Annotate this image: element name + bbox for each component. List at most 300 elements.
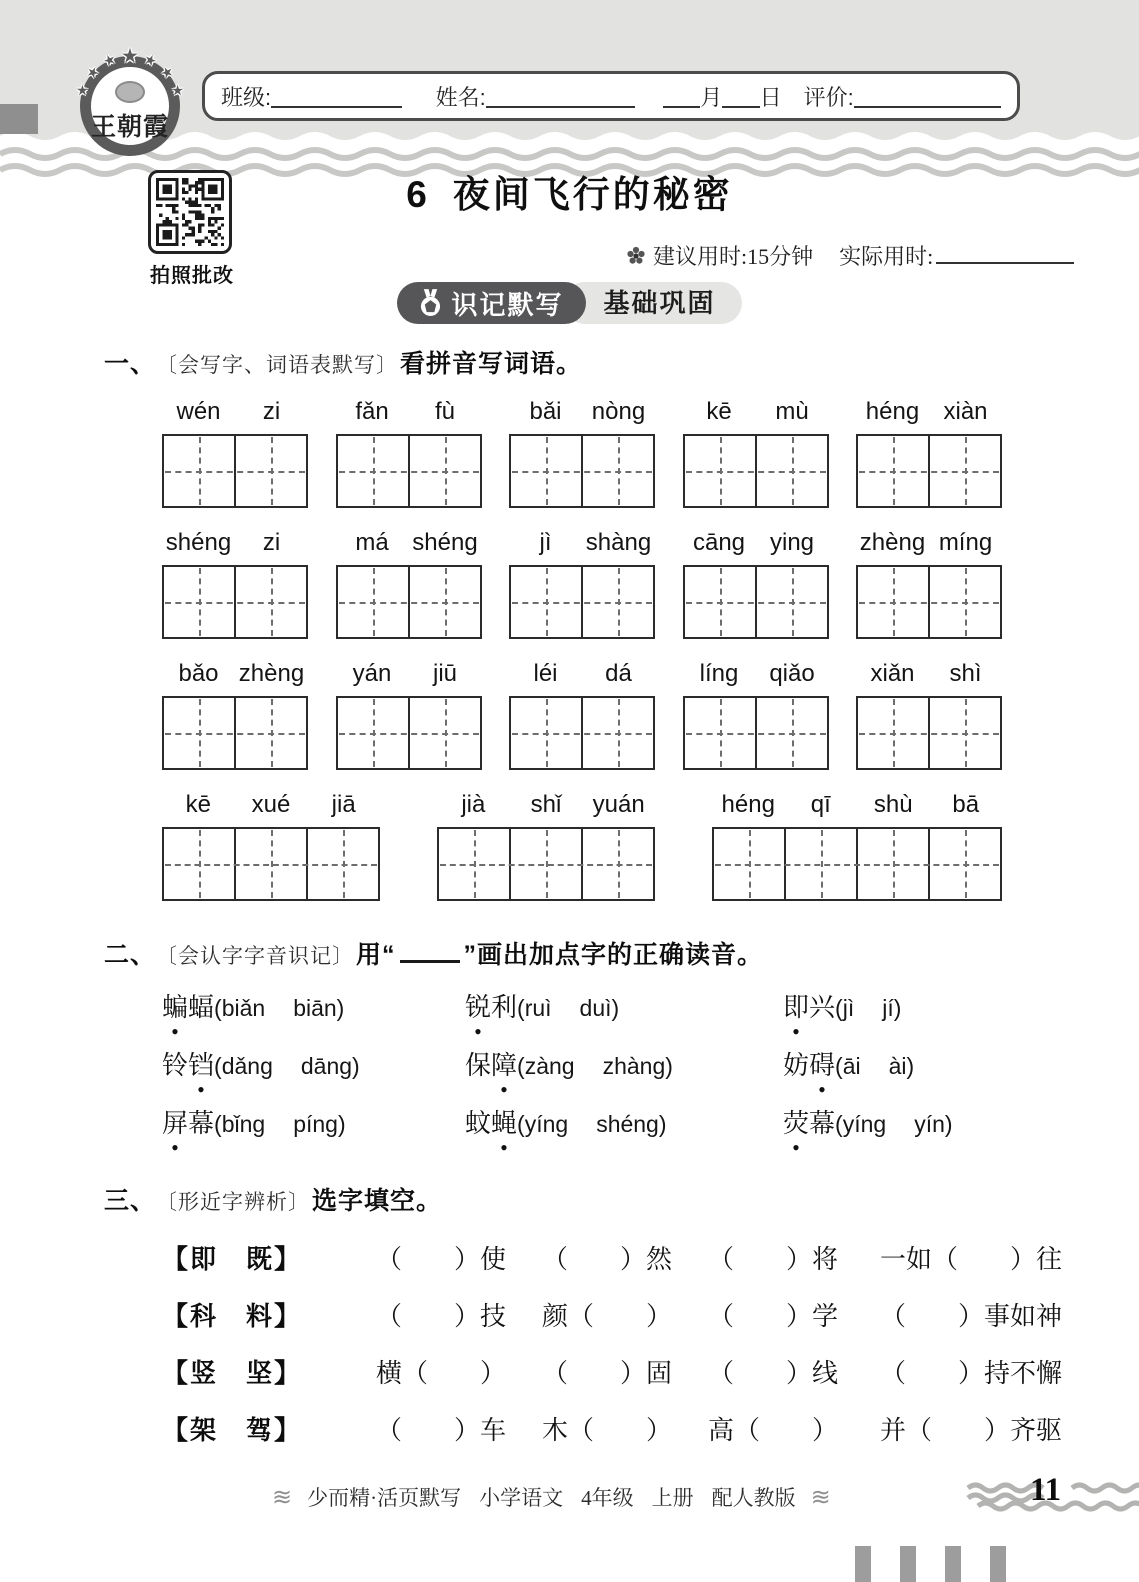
paren-open: ( bbox=[835, 995, 843, 1021]
writing-grid bbox=[162, 696, 308, 770]
pronunciation-option[interactable]: píng bbox=[293, 1111, 338, 1137]
phonetic-options bbox=[214, 1053, 360, 1079]
grid-cell[interactable] bbox=[164, 436, 234, 506]
footer-line bbox=[266, 1482, 837, 1512]
phonetic-word bbox=[783, 993, 835, 1022]
grid-cell[interactable] bbox=[408, 436, 480, 506]
pinyin-syllable: bǎi bbox=[529, 398, 562, 425]
pinyin-syllable: dá bbox=[605, 660, 632, 687]
dotted-char: 锐 bbox=[465, 993, 492, 1022]
pinyin-syllable: qī bbox=[810, 791, 831, 818]
pronunciation-option[interactable]: ruì bbox=[524, 995, 552, 1021]
pronunciation-option[interactable]: shéng bbox=[596, 1111, 659, 1137]
grid-cell[interactable] bbox=[511, 436, 581, 506]
dotted-char: 屏 bbox=[162, 1109, 189, 1138]
phonetic-item bbox=[465, 1037, 783, 1095]
grid-cell[interactable] bbox=[581, 698, 653, 768]
paren-open: ( bbox=[214, 1111, 222, 1137]
phonetic-item bbox=[162, 1037, 465, 1095]
medal-icon bbox=[419, 289, 442, 318]
pronunciation-option[interactable]: dāng bbox=[300, 1053, 353, 1079]
pinyin-word bbox=[856, 660, 1002, 770]
plain-char: 蚊 bbox=[465, 1109, 492, 1138]
pinyin-label bbox=[683, 529, 829, 557]
phonetic-word bbox=[783, 1051, 835, 1080]
brand-logo bbox=[72, 45, 188, 164]
phonetic-word bbox=[162, 993, 214, 1022]
section-three-tag: 〔形近字辨析〕 bbox=[156, 1190, 311, 1214]
plain-char: 幕 bbox=[809, 1109, 836, 1138]
pronunciation-option[interactable]: jì bbox=[842, 995, 855, 1021]
writing-grid bbox=[509, 565, 655, 639]
pronunciation-option[interactable]: yíng bbox=[524, 1111, 569, 1137]
grid-cell[interactable] bbox=[685, 567, 755, 637]
writing-grid bbox=[437, 827, 655, 901]
grid-cell[interactable] bbox=[306, 829, 378, 899]
star-icon: ★ bbox=[157, 62, 178, 83]
paren-close: ) bbox=[906, 1053, 915, 1079]
pinyin-syllable: shì bbox=[949, 660, 982, 687]
footer-part: 4年级 bbox=[581, 1486, 634, 1510]
paren-open: ( bbox=[517, 1053, 525, 1079]
actual-time-label: 实际用时: bbox=[839, 244, 934, 269]
phonetic-options bbox=[517, 1053, 673, 1079]
section-two-heading bbox=[104, 935, 1040, 971]
pinyin-syllable: shéng bbox=[412, 529, 478, 556]
plain-char: 利 bbox=[491, 993, 518, 1022]
grid-cell[interactable] bbox=[755, 567, 827, 637]
writing-grid bbox=[509, 696, 655, 770]
pronunciation-option[interactable]: biān bbox=[293, 995, 337, 1021]
pronunciation-option[interactable]: zhàng bbox=[602, 1053, 666, 1079]
pinyin-syllable: shéng bbox=[165, 529, 232, 556]
paren-close: ) bbox=[611, 995, 620, 1021]
grid-cell[interactable] bbox=[581, 567, 653, 637]
choice-bracket: 【架 驾】 bbox=[162, 1416, 303, 1445]
pinyin-word bbox=[856, 529, 1002, 639]
brand-name: 王朝霞 bbox=[91, 114, 170, 141]
dotted-char: 蝇 bbox=[491, 1109, 518, 1138]
pinyin-word bbox=[336, 398, 482, 508]
grid-cell[interactable] bbox=[755, 436, 827, 506]
paren-close: ) bbox=[337, 1111, 346, 1137]
pinyin-syllable: kē bbox=[706, 398, 732, 425]
grid-cell[interactable] bbox=[408, 698, 480, 768]
worksheet-content bbox=[104, 344, 1063, 1459]
grid-cell[interactable] bbox=[928, 567, 1000, 637]
grid-cell[interactable] bbox=[234, 436, 306, 506]
pinyin-grid-row bbox=[162, 791, 1002, 901]
pinyin-word bbox=[162, 660, 308, 770]
plain-char: 蝠 bbox=[188, 993, 215, 1022]
pinyin-syllable: léi bbox=[533, 660, 558, 687]
writing-grid bbox=[683, 434, 829, 508]
paren-close: ) bbox=[658, 1111, 667, 1137]
phonetic-item bbox=[465, 979, 783, 1037]
fill-in-rows bbox=[162, 1231, 1063, 1459]
primary-badge-label: 识记默写 bbox=[451, 289, 564, 320]
section-two-title: 用“ ”画出加点字的正确读音。 bbox=[356, 935, 763, 971]
star-icon: ★ bbox=[100, 50, 119, 70]
fill-item[interactable]: （ ）使 bbox=[376, 1245, 507, 1274]
section-one-title: 看拼音写词语。 bbox=[400, 350, 583, 378]
writing-grid bbox=[162, 565, 308, 639]
footer-part: 小学语文 bbox=[479, 1486, 564, 1510]
suggested-time-value: 15分钟 bbox=[747, 244, 814, 269]
fill-item[interactable]: （ ）线 bbox=[708, 1359, 839, 1388]
section-one-tag: 〔会写字、词语表默写〕 bbox=[156, 353, 399, 377]
writing-grid bbox=[336, 696, 482, 770]
pinyin-syllable: mù bbox=[775, 398, 809, 425]
phonetic-word bbox=[465, 1109, 517, 1138]
lesson-number: 6 bbox=[406, 174, 427, 215]
pinyin-syllable: shǐ bbox=[530, 791, 562, 818]
paren-open: ( bbox=[214, 995, 222, 1021]
brand-logo-ring bbox=[72, 45, 188, 156]
pronunciation-option[interactable]: yíng bbox=[842, 1111, 887, 1137]
section-three-number: 三、 bbox=[104, 1187, 157, 1215]
dotted-char: 蝙 bbox=[162, 993, 189, 1022]
pinyin-word bbox=[683, 398, 829, 508]
pinyin-label bbox=[162, 529, 308, 557]
grid-cell[interactable] bbox=[928, 436, 1000, 506]
writing-grid bbox=[509, 434, 655, 508]
plain-char: 保 bbox=[465, 1051, 492, 1080]
grid-cell[interactable] bbox=[858, 698, 928, 768]
paren-open: ( bbox=[214, 1053, 222, 1079]
phonetic-options bbox=[214, 1111, 346, 1137]
paren-close: ) bbox=[352, 1053, 360, 1079]
pinyin-word bbox=[683, 660, 829, 770]
pronunciation-option[interactable]: āi bbox=[842, 1053, 861, 1079]
page-number: 11 bbox=[1030, 1472, 1062, 1508]
grid-cell[interactable] bbox=[581, 829, 653, 899]
pinyin-label bbox=[509, 398, 655, 426]
section-one-heading bbox=[104, 344, 1040, 380]
fill-item[interactable]: （ ）持不懈 bbox=[880, 1359, 1063, 1388]
phonetic-options bbox=[517, 995, 619, 1021]
name-label: 姓名: bbox=[435, 84, 486, 110]
grid-cell[interactable] bbox=[856, 829, 928, 899]
bottom-bars bbox=[855, 1546, 1006, 1582]
pinyin-word bbox=[856, 398, 1002, 508]
pinyin-label bbox=[683, 660, 829, 688]
grid-cell[interactable] bbox=[511, 567, 581, 637]
bar bbox=[855, 1546, 871, 1582]
pinyin-label bbox=[437, 791, 655, 819]
fill-item[interactable]: （ ）然 bbox=[542, 1245, 673, 1274]
pinyin-word bbox=[509, 660, 655, 770]
dotted-char: 铛 bbox=[188, 1051, 215, 1080]
paren-close: ) bbox=[665, 1053, 673, 1079]
grid-cell[interactable] bbox=[928, 829, 1000, 899]
paren-open: ( bbox=[835, 1053, 843, 1079]
grid-cell[interactable] bbox=[714, 829, 784, 899]
fill-item[interactable]: （ ）固 bbox=[542, 1359, 673, 1388]
fill-item[interactable]: 横（ ） bbox=[376, 1359, 507, 1388]
dotted-char: 障 bbox=[491, 1051, 518, 1080]
pinyin-syllable: shàng bbox=[585, 529, 652, 556]
phonetic-options bbox=[517, 1111, 667, 1137]
section-one-number: 一、 bbox=[104, 350, 157, 378]
phonetic-word bbox=[465, 993, 517, 1022]
pinyin-label bbox=[162, 398, 308, 426]
writing-grid bbox=[336, 434, 482, 508]
pinyin-label bbox=[162, 660, 308, 688]
grid-cell[interactable] bbox=[685, 436, 755, 506]
choice-bracket: 【科 料】 bbox=[162, 1302, 303, 1331]
eval-blank[interactable] bbox=[854, 84, 1001, 108]
actual-time-blank[interactable] bbox=[936, 240, 1074, 264]
bar bbox=[990, 1546, 1006, 1582]
pinyin-syllable: xiàn bbox=[943, 398, 988, 425]
dotted-char: 即 bbox=[783, 993, 810, 1022]
phonetic-options bbox=[835, 1111, 953, 1137]
primary-badge bbox=[397, 282, 585, 324]
fill-item[interactable]: 一如（ ）往 bbox=[880, 1245, 1063, 1274]
pinyin-syllable: zhèng bbox=[238, 660, 305, 687]
phonetic-item bbox=[783, 1037, 1040, 1095]
pronunciation-option[interactable]: duì bbox=[579, 995, 612, 1021]
pinyin-grid-rows bbox=[162, 398, 1002, 901]
pinyin-syllable: héng bbox=[865, 398, 920, 425]
pinyin-syllable: má bbox=[355, 529, 389, 556]
phonetic-rows bbox=[162, 979, 1040, 1153]
plain-char: 兴 bbox=[809, 993, 836, 1022]
pinyin-word bbox=[683, 529, 829, 639]
grid-cell[interactable] bbox=[928, 698, 1000, 768]
writing-grid bbox=[683, 565, 829, 639]
phonetic-options bbox=[214, 995, 344, 1021]
pinyin-label bbox=[336, 660, 482, 688]
grid-cell[interactable] bbox=[164, 698, 234, 768]
time-line bbox=[626, 240, 1074, 271]
day-label: 日 bbox=[759, 84, 782, 110]
info-box bbox=[202, 71, 1020, 121]
pinyin-word bbox=[162, 398, 308, 508]
phonetic-options bbox=[835, 1053, 914, 1079]
fill-item[interactable]: 并（ ）齐驱 bbox=[880, 1416, 1063, 1445]
paren-close: ) bbox=[944, 1111, 953, 1137]
writing-grid bbox=[336, 565, 482, 639]
writing-grid bbox=[856, 565, 1002, 639]
lesson-title-row bbox=[0, 164, 1139, 218]
section-three-heading bbox=[104, 1181, 1040, 1217]
pinyin-word bbox=[509, 398, 655, 508]
bar bbox=[900, 1546, 916, 1582]
fill-item[interactable]: （ ）技 bbox=[376, 1302, 507, 1331]
paren-open: ( bbox=[517, 1111, 525, 1137]
pronunciation-option[interactable]: zàng bbox=[524, 1053, 575, 1079]
paren-open: ( bbox=[835, 1111, 843, 1137]
footer-part: 配人教版 bbox=[711, 1486, 796, 1510]
pinyin-syllable: shù bbox=[873, 791, 913, 818]
pinyin-syllable: zhèng bbox=[859, 529, 926, 556]
pinyin-syllable: jiū bbox=[432, 660, 457, 687]
section-two-tag: 〔会认字字音识记〕 bbox=[156, 944, 355, 968]
pinyin-syllable: xiǎn bbox=[870, 660, 915, 687]
writing-grid bbox=[162, 827, 380, 901]
footer-part: 少而精·活页默写 bbox=[307, 1486, 462, 1510]
pronunciation-option[interactable]: jí bbox=[882, 995, 894, 1021]
paren-close: ) bbox=[893, 995, 902, 1021]
pinyin-syllable: ying bbox=[769, 529, 815, 556]
flower-icon bbox=[626, 246, 646, 266]
grid-cell[interactable] bbox=[581, 436, 653, 506]
pinyin-syllable: qiǎo bbox=[769, 660, 815, 687]
pinyin-label bbox=[509, 660, 655, 688]
pinyin-word bbox=[437, 791, 655, 901]
grid-cell[interactable] bbox=[338, 436, 408, 506]
star-icon: ★ bbox=[72, 81, 92, 99]
grid-cell[interactable] bbox=[164, 567, 234, 637]
pronunciation-option[interactable]: ài bbox=[888, 1053, 907, 1079]
bar bbox=[945, 1546, 961, 1582]
fill-item[interactable]: （ ）将 bbox=[708, 1245, 839, 1274]
writing-grid bbox=[162, 434, 308, 508]
grid-cell[interactable] bbox=[685, 698, 755, 768]
pinyin-syllable: líng bbox=[699, 660, 739, 687]
phonetic-item bbox=[162, 1095, 465, 1153]
dotted-char: 荧 bbox=[783, 1109, 810, 1138]
pinyin-label bbox=[712, 791, 1002, 819]
grid-cell[interactable] bbox=[338, 567, 408, 637]
day-blank[interactable] bbox=[722, 84, 759, 108]
name-blank[interactable] bbox=[486, 84, 635, 108]
page-corner-tab bbox=[0, 104, 38, 134]
pinyin-label bbox=[509, 529, 655, 557]
paren-close: ) bbox=[336, 995, 345, 1021]
pinyin-syllable: yuán bbox=[592, 791, 645, 818]
page-number-block bbox=[964, 1466, 1139, 1530]
pinyin-syllable: jì bbox=[539, 529, 552, 556]
grid-cell[interactable] bbox=[234, 698, 306, 768]
pronunciation-option[interactable]: yín bbox=[914, 1111, 945, 1137]
fill-item[interactable]: （ ）学 bbox=[708, 1302, 839, 1331]
pinyin-syllable: cāng bbox=[692, 529, 746, 556]
pronunciation-option[interactable]: biǎn bbox=[221, 995, 266, 1021]
fill-item[interactable]: 木（ ） bbox=[542, 1416, 673, 1445]
phonetic-word bbox=[162, 1109, 214, 1138]
grid-cell[interactable] bbox=[338, 698, 408, 768]
pinyin-syllable: kē bbox=[185, 791, 212, 818]
pronunciation-option[interactable]: bǐng bbox=[221, 1111, 266, 1137]
fill-item[interactable]: （ ）事如神 bbox=[880, 1302, 1063, 1331]
phonetic-word bbox=[162, 1051, 214, 1080]
month-label: 月 bbox=[700, 84, 723, 110]
plain-char: 妨 bbox=[783, 1051, 810, 1080]
writing-grid bbox=[856, 434, 1002, 508]
grid-cell[interactable] bbox=[784, 829, 856, 899]
month-blank[interactable] bbox=[663, 84, 700, 108]
pinyin-label bbox=[856, 398, 1002, 426]
pinyin-syllable: jià bbox=[461, 791, 486, 818]
grid-cell[interactable] bbox=[755, 698, 827, 768]
grid-cell[interactable] bbox=[234, 829, 306, 899]
grid-cell[interactable] bbox=[408, 567, 480, 637]
choice-bracket: 【竖 坚】 bbox=[162, 1359, 303, 1388]
pinyin-grid-row bbox=[162, 398, 1002, 508]
underline-blank bbox=[400, 936, 460, 963]
writing-grid bbox=[712, 827, 1002, 901]
writing-grid bbox=[683, 696, 829, 770]
star-icon: ★ bbox=[168, 81, 188, 99]
section-three-title: 选字填空。 bbox=[312, 1187, 443, 1215]
writing-grid bbox=[856, 696, 1002, 770]
phonetic-word bbox=[783, 1109, 835, 1138]
plain-char: 幕 bbox=[188, 1109, 215, 1138]
pinyin-grid-row bbox=[162, 529, 1002, 639]
suggested-time-label: 建议用时: bbox=[653, 244, 748, 269]
phonetic-item bbox=[783, 979, 1040, 1037]
pinyin-syllable: bā bbox=[952, 791, 980, 818]
pronunciation-option[interactable]: dǎng bbox=[221, 1053, 273, 1079]
grid-cell[interactable] bbox=[858, 436, 928, 506]
grid-cell[interactable] bbox=[511, 698, 581, 768]
wave-icon: ≋ bbox=[272, 1484, 293, 1511]
grid-cell[interactable] bbox=[164, 829, 234, 899]
pinyin-syllable: zi bbox=[262, 529, 281, 556]
pinyin-syllable: míng bbox=[938, 529, 993, 556]
pinyin-label bbox=[856, 529, 1002, 557]
pinyin-syllable: xué bbox=[251, 791, 291, 818]
pinyin-label bbox=[162, 791, 380, 819]
pinyin-syllable: héng bbox=[721, 791, 775, 818]
fill-item[interactable]: 高（ ） bbox=[708, 1416, 839, 1445]
phonetic-item bbox=[465, 1095, 783, 1153]
brand-photo bbox=[115, 81, 145, 103]
phonetic-item bbox=[162, 979, 465, 1037]
pinyin-word bbox=[162, 529, 308, 639]
grid-cell[interactable] bbox=[509, 829, 581, 899]
pinyin-syllable: wén bbox=[176, 398, 221, 425]
pinyin-syllable: fǎn bbox=[355, 398, 389, 425]
choice-bracket: 【即 既】 bbox=[162, 1245, 303, 1274]
grid-cell[interactable] bbox=[439, 829, 509, 899]
wave-icon: ≋ bbox=[810, 1484, 831, 1511]
star-icon: ★ bbox=[82, 62, 103, 83]
pinyin-syllable: yán bbox=[352, 660, 392, 687]
pinyin-grid-row bbox=[162, 660, 1002, 770]
class-label: 班级: bbox=[221, 84, 272, 110]
class-blank[interactable] bbox=[271, 84, 402, 108]
secondary-badge: 基础巩固 bbox=[564, 282, 742, 324]
pinyin-label bbox=[683, 398, 829, 426]
pinyin-word bbox=[712, 791, 1002, 901]
section-three bbox=[104, 1181, 1063, 1459]
badge-row bbox=[0, 282, 1139, 324]
eval-label: 评价: bbox=[803, 84, 854, 110]
qr-label: 拍照批改 bbox=[150, 265, 234, 287]
footer-part: 上册 bbox=[651, 1486, 694, 1510]
pinyin-label bbox=[856, 660, 1002, 688]
pinyin-syllable: zi bbox=[262, 398, 281, 425]
grid-cell[interactable] bbox=[858, 567, 928, 637]
phonetic-item bbox=[783, 1095, 1040, 1153]
footer-text bbox=[298, 1482, 805, 1512]
pinyin-word bbox=[336, 660, 482, 770]
pinyin-syllable: nòng bbox=[591, 398, 646, 425]
grid-cell[interactable] bbox=[234, 567, 306, 637]
pinyin-word bbox=[336, 529, 482, 639]
phonetic-word bbox=[465, 1051, 517, 1080]
fill-item[interactable]: 颜（ ） bbox=[542, 1302, 673, 1331]
paren-open: ( bbox=[517, 995, 525, 1021]
section-two bbox=[104, 935, 1040, 1153]
plain-char: 铃 bbox=[162, 1051, 189, 1080]
pinyin-label bbox=[336, 398, 482, 426]
fill-item[interactable]: （ ）车 bbox=[376, 1416, 507, 1445]
